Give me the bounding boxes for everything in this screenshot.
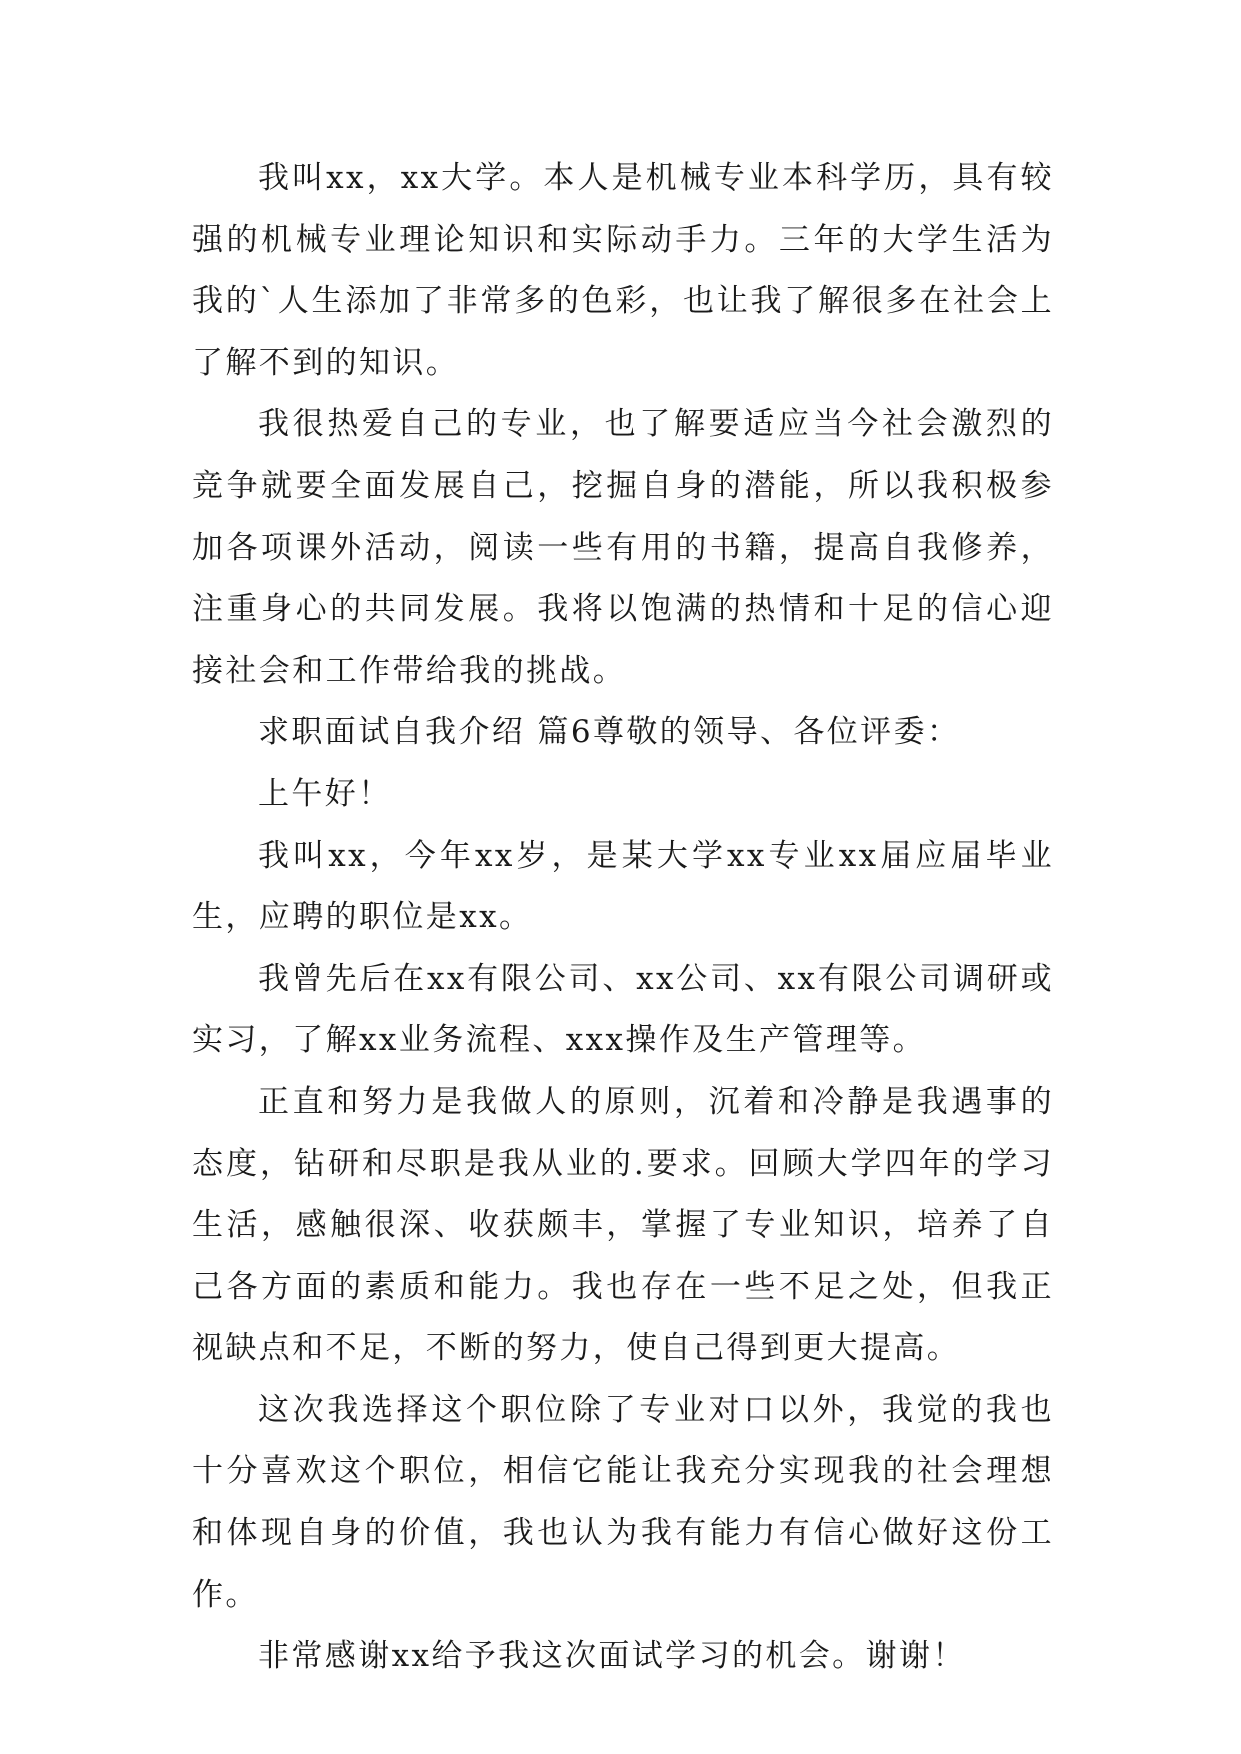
closing-paragraph: 非常感谢xx给予我这次面试学习的机会。谢谢！ [258,1638,966,1675]
paragraph-2: 我很热爱自己的专业，也了解要适应当今社会激烈的竞争就要全面发展自己，挖掘自身的潜能，所以我积极参加各项课外活动，阅读一些有用的书籍，提高自我修养，注重身心的共同发展。我将以饱满的热情和十足的信心迎接社会和工作带给我的挑战。 [192,406,1054,689]
paragraph-6: 这次我选择这个职位除了专业对口以外，我觉的我也十分喜欢这个职位，相信它能让我充分实现我的社会理想和体现自身的价值，我也认为我有能力有信心做好这份工作。 [192,1391,1054,1613]
document-body [192,148,1054,1688]
paragraph-4: 我曾先后在xx有限公司、xx公司、xx有限公司调研或实习，了解xx业务流程、xxx操作及生产管理等。 [192,960,1054,1059]
paragraph-5: 正直和努力是我做人的原则，沉着和冷静是我遇事的态度，钻研和尽职是我从业的.要求。回顾大学四年的学习生活，感触很深、收获颇丰，掌握了专业知识，培养了自己各方面的素质和能力。我也存在一些不足之处，但我正视缺点和不足，不断的努力，使自己得到更大提高。 [192,1083,1054,1367]
section-heading: 求职面试自我介绍 篇6尊敬的领导、各位评委： [258,714,961,751]
paragraph-3: 我叫xx，今年xx岁，是某大学xx专业xx届应届毕业生，应聘的职位是xx。 [192,837,1054,936]
paragraph-1: 我叫xx，xx大学。本人是机械专业本科学历，具有较强的机械专业理论知识和实际动手力。三年的大学生活为我的`人生添加了非常多的色彩，也让我了解很多在社会上了解不到的知识。 [192,160,1054,381]
greeting: 上午好！ [258,775,392,812]
